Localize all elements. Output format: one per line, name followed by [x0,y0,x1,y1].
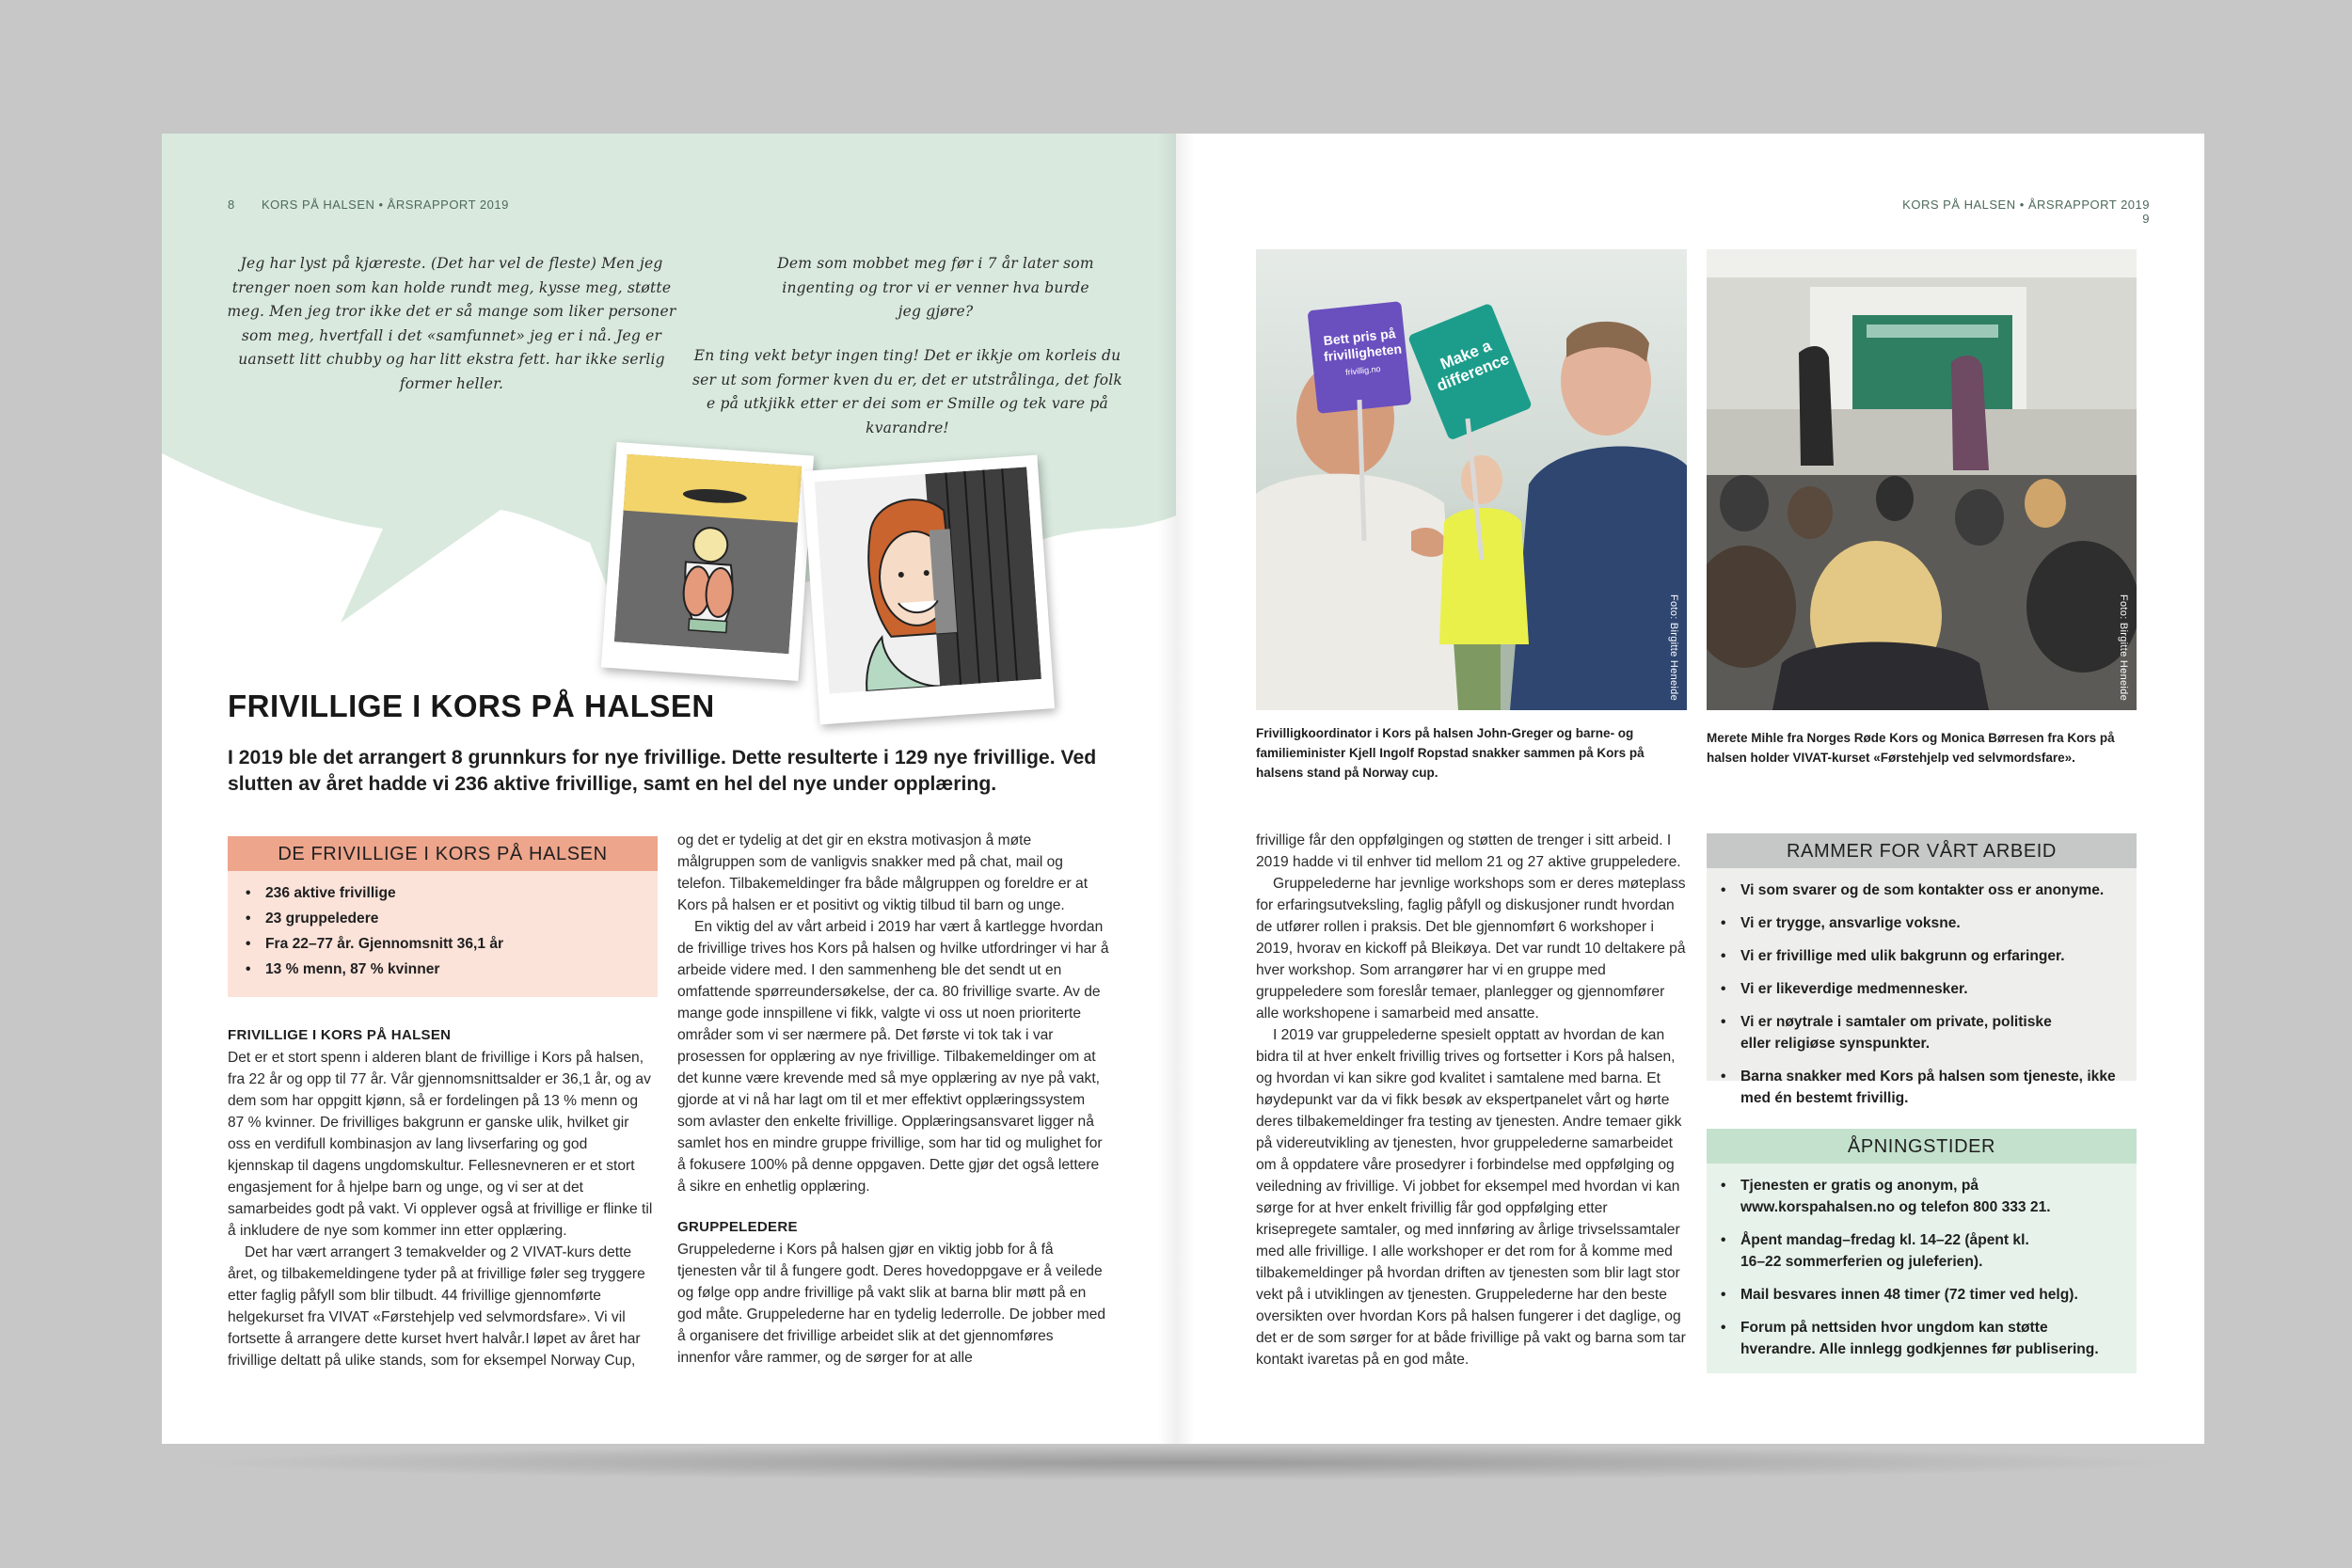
page-number: 8 [228,198,235,212]
right-page [1176,134,2204,1444]
column-3 [1256,830,1689,1370]
apningstider-box-heading: ÅPNINGSTIDER [1707,1129,2137,1164]
article-title: FRIVILLIGE I KORS PÅ HALSEN [228,689,715,723]
hours-item: • Tjenesten er gratis og anonym, på www.korspahalsen.no og telefon 800 333 21. [1740,1175,2118,1218]
paragraph: og det er tydelig at det gir en ekstra motivasjon å møte målgruppen som de vanligvis snakker med på chat, mail og telefon. Tilbakemeldinger fra både målgruppen og foreldre er at Kors på halsen er et positivt og viktig tilbud til barn og unge. [677,832,1089,913]
fact-item: • 236 aktive frivillige [265,882,658,904]
apningstider-box [1707,1129,2137,1373]
running-head: KORS PÅ HALSEN • ÅRSRAPPORT 2019 [261,198,509,212]
photo-caption: Merete Mihle fra Norges Røde Kors og Monica Børresen fra Kors på halsen holder VIVAT-kurset «Førstehjelp ved selvmordsfare». [1707,731,2115,765]
fact-item: • 23 gruppeledere [265,908,658,929]
paragraph: Gruppelederne i Kors på halsen gjør en viktig jobb for å få tjenesten vår til å fungere godt. Deres hovedoppgave er å veilede og følge opp andre frivillige på vakt slik at barna blir møtt på en god måte. Gruppelederne har en tydelig lederrolle. De jobber med å organisere det frivillige arbeidet slik at det gjennomføres innenfor våre rammer, og de sørger for at alle [677,1242,1106,1366]
facts-box-heading: DE FRIVILLIGE I KORS PÅ HALSEN [228,836,658,871]
rammer-box [1707,833,2137,1106]
column-1 [228,1024,656,1371]
right-folio [1882,198,2150,226]
page-number: 9 [2142,212,2150,226]
photo-vivat-course-image [1707,249,2137,710]
photo-credit: Foto: Birgitte Heneide [2118,594,2129,701]
rule-item: • Vi er trygge, ansvarlige voksne. [1740,912,2122,934]
rule-item: • Vi er likeverdige medmennesker. [1740,978,2122,1000]
quote-1: Jeg har lyst på kjæreste. (Det har vel de fleste) Men jeg trenger noen som kan holde rundt meg, kysse meg, støtte meg. Men jeg tror ikke det er så mange som liker personer som meg, hvertfall i det «samfunnet» jeg er i nå. Jeg er uansett litt chubby og har litt ekstra fett. har ikke serlig former heller. [227,255,676,392]
photo-norway-cup [1256,249,1687,710]
paragraph: Gruppelederne har jevnlige workshops som er deres møteplass for erfaringsutveksling, faglig påfyll og diskusjoner rundt hvordan de utfører rollen i praksis. Det ble gjennomført 6 workshoper i 2019, hvorav en kickoff på Bleikøya. Det var rundt 10 deltakere på hver workshop. Som arrangører har vi en gruppe med gruppeledere som foreslår temaer, planlegger og gjennomfører alle workshopene i samarbeid med ansatte. [1256,876,1686,1022]
column-2 [677,830,1110,1369]
gutter [1157,134,1195,1444]
crouching-figure-illustration [614,454,802,654]
rule-item: • Vi er nøytrale i samtaler om private, politiske eller religiøse synspunkter. [1740,1011,2122,1054]
hours-item: • Åpent mandag–fredag kl. 14–22 (åpent kl. 16–22 sommerferien og juleferien). [1740,1229,2118,1273]
paragraph: Det er et stort spenn i alderen blant de frivillige i Kors på halsen, fra 22 år og opp til 77 år. Vår gjennomsnittsalder er 36,1 år, og av dem som har oppgitt kjønn, så er fordelingen på 13 % menn og 87 % kvinner. De frivilliges bakgrunn er ganske ulik, hvilket gir oss en verdifull kombinasjon av lang livserfaring og god kjennskap til dagens ungdomskultur. Fellesnevneren er et stort engasjement for å hjelpe barn og unge, og vi ser at det samarbeides godt på vakt. Vi opplever også at frivillige er flinke til å inkludere de nye som kommer inn etter opplæring. [228,1050,653,1239]
column-1-subheading: FRIVILLIGE I KORS PÅ HALSEN [228,1027,452,1043]
running-head: KORS PÅ HALSEN • ÅRSRAPPORT 2019 [1902,198,2150,212]
spread-shadow [179,1445,2192,1481]
rule-item: • Barna snakker med Kors på halsen som tjeneste, ikke med én bestemt frivillig. [1740,1066,2122,1109]
left-page [162,134,1176,1444]
rule-item: • Vi som svarer og de som kontakter oss er anonyme. [1740,879,2122,901]
polaroid-illustration-2 [803,455,1055,725]
polaroid-illustration-1 [601,442,814,681]
fact-item: • 13 % menn, 87 % kvinner [265,958,658,980]
quote-2: Dem som mobbet meg før i 7 år later som ingenting og tror vi er venner hva burde jeg gjøre? [777,255,1094,320]
photo-caption: Frivilligkoordinator i Kors på halsen John-Greger og barne- og familieminister Kjell Ingolf Ropstad snakker sammen på Kors på halsens stand på Norway cup. [1256,726,1645,780]
sign-teal-text: Make a difference [1434,336,1512,395]
facts-box [228,836,658,997]
fact-item: • Fra 22–77 år. Gjennomsnitt 36,1 år [265,933,658,955]
sign-purple-text: Bett pris på frivilligheten frivillig.no [1322,325,1403,377]
photo-credit: Foto: Birgitte Heneide [1668,594,1679,701]
quote-3: En ting vekt betyr ingen ting! Det er ikkje om korleis du ser ut som former kven du er, det er utstrålinga, det folk e på utkjikk etter er dei som er Smille og tek vare på kvarandre! [692,347,1122,436]
paragraph: frivillige får den oppfølgingen og støtten de trenger i sitt arbeid. I 2019 hadde vi til enhver tid mellom 21 og 27 aktive gruppeledere. [1256,832,1681,870]
left-folio [228,198,509,212]
paragraph: Det har vært arrangert 3 temakvelder og 2 VIVAT-kurs dette året, og tilbakemeldingene tyder på at frivillige føler seg tryggere etter faglig påfyll som blir tilbudt. 44 frivillige gjennomførte helgekurset fra VIVAT «Førstehjelp ved selvmordsfare». Vi vil fortsette å arrangere dette kurset hvert halvår.I løpet av året har frivillige deltatt på ulike stands, som for eksempel Norway Cup, [228,1244,645,1369]
rammer-box-heading: RAMMER FOR VÅRT ARBEID [1707,833,2137,868]
hours-item: • Forum på nettsiden hvor ungdom kan støtte hverandre. Alle innlegg godkjennes før publisering. [1740,1317,2118,1360]
rule-item: • Vi er frivillige med ulik bakgrunn og erfaringer. [1740,945,2122,967]
paragraph: I 2019 var gruppelederne spesielt opptatt av hvordan de kan bidra til at hver enkelt frivillig trives og fortsetter i Kors på halsen, og hvordan vi kan sikre god kvalitet i samtalene med barna. Et høydepunkt var da vi fikk besøk av ekspertpanelet vårt og hørte deres tilbakemeldinger fra testing av tjenesten. Andre temaer gikk på videreutvikling av tjenesten, hvor gruppelederne samarbeidet om å oppdatere våre prosedyrer i forbindelse med oppfølging og veiledning av frivillige. Vi jobbet for eksempel med hvordan vi kan sørge for at hver enkelt frivillig får god oppfølging etter krisepregete samtaler, og med innføring av årlige trivselssamtaler med alle frivillige. I alle workshoper er det rom for å komme med tilbakemeldinger på hvordan driften av tjenesten som blir lagt stor vekt på i utviklingen av tjenesten. Gruppelederne har den beste oversikten over hvordan Kors på halsen fungerer i det daglige, og det er de som sørger for at både frivillige på vakt og barna som tar kontakt ivaretas på en god måte. [1256,1027,1686,1368]
article-lead: I 2019 ble det arrangert 8 grunnkurs for nye frivillige. Dette resulterte i 129 nye frivillige. Ved slutten av året hadde vi 236 aktive frivillige, samt en hel del nye under opplæring. [228,747,1097,795]
paragraph: En viktig del av vårt arbeid i 2019 har vært å kartlegge hvordan de frivillige trives hos Kors på halsen og hvilke utfordringer vi har å arbeide videre med. I den sammenheng ble det sendt ut en omfattende spørreundersøkelse, der ca. 80 frivillige svarte. Av de mange gode innspillene vi fikk, valgte vi oss ut noen prioriterte områder som vi ser nærmere på. Det første vi tok tak i var prosessen for opplæring av nye frivillige. Tilbakemeldinger om at det kunne være krevende med så mye opplæring av nye på vakt, gjorde at vi nå har lagt om til et mer effektivt opplæringssystem som avlaster den enkelte frivillige. Opplæringsansvaret ligger nå samlet hos en mindre gruppe frivillige, som har tid og mulighet for å fokusere 100% på denne oppgaven. Dette gjør det også lettere å sikre en enhetlig opplæring. [677,919,1109,1195]
hours-item: • Mail besvares innen 48 timer (72 timer ved helg). [1740,1284,2118,1306]
girl-face-illustration [815,467,1041,693]
column-2-subheading: GRUPPELEDERE [677,1219,798,1235]
photo-vivat-course [1707,249,2137,710]
photo-norway-cup-image [1256,249,1687,710]
